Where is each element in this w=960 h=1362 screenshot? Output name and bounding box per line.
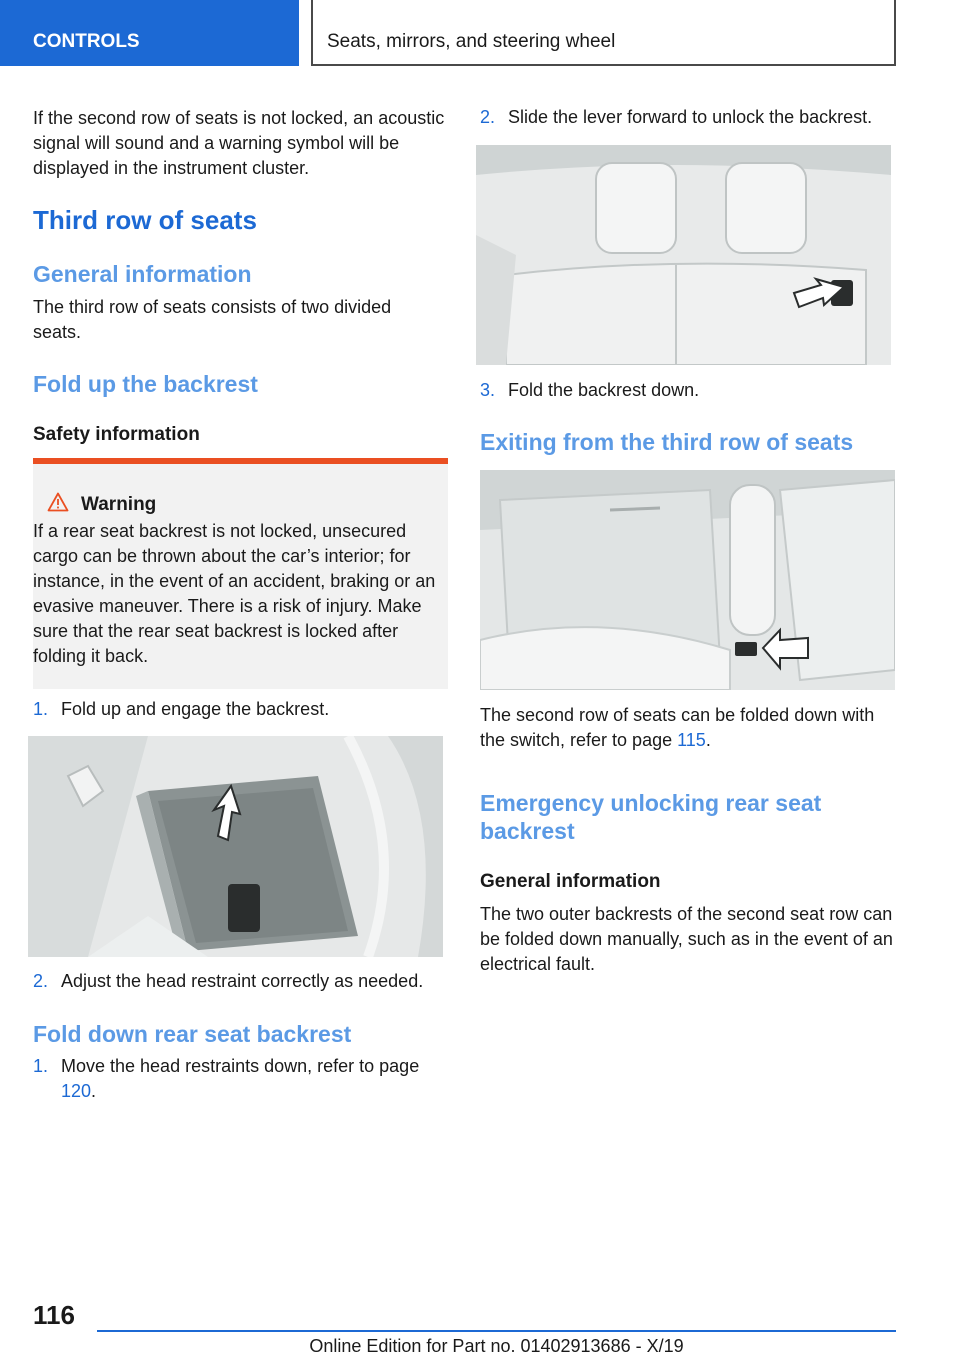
warning-text: If a rear seat backrest is not locked, unsecured cargo can be thrown about the car’s interior; for instance, in the event of an accident, braking or an evasive maneuver. There is a risk of injury. Make sure that the rear seat backrest is locked after folding it back. (33, 521, 436, 666)
step-text: Slide the lever forward to unlock the backrest. (508, 107, 873, 127)
warning-title: Warning (81, 494, 157, 515)
heading-general-information-2: General information (480, 871, 661, 892)
emergency-paragraph: The two outer backrests of the second seat row can be folded down manually, such as in the event of an electrical fault. (480, 904, 893, 974)
heading-third-row: Third row of seats (33, 205, 257, 235)
step-number: 2. (33, 971, 49, 991)
step-number: 3. (480, 380, 496, 400)
footer-edition: Online Edition for Part no. 01402913686 - X/19 (309, 1336, 684, 1356)
heading-safety-information: Safety information (33, 424, 200, 445)
unlock-lever-illustration (476, 145, 891, 365)
warning-triangle-icon (47, 492, 69, 512)
heading-general-information: General information (33, 261, 252, 287)
step-text: Adjust the head restraint correctly as needed. (61, 971, 424, 991)
warning-header (47, 492, 156, 516)
exit-paragraph: The second row of seats can be folded down with the switch, refer to page 115. (480, 705, 875, 750)
heading-fold-up: Fold up the backrest (33, 371, 258, 397)
heading-fold-down: Fold down rear seat backrest (33, 1021, 352, 1047)
footer-divider (97, 1330, 896, 1332)
step-text: Move the head restraints down, refer to page 120. (61, 1056, 420, 1101)
page-link-115[interactable]: 115 (677, 730, 706, 750)
chapter-title: Seats, mirrors, and steering wheel (311, 0, 896, 66)
step-number: 1. (33, 1056, 49, 1076)
intro-paragraph: If the second row of seats is not locked, an acoustic signal will sound and a warning symbol will be displayed in the instrument cluster. (33, 108, 445, 178)
step-number: 2. (480, 107, 496, 127)
list-item (33, 1054, 448, 1106)
heading-emergency-unlocking: Emergency unlocking rear seat backrest (480, 790, 822, 844)
page-link-120[interactable]: 120 (61, 1081, 92, 1101)
warning-box (33, 458, 448, 689)
page-number: 116 (33, 1300, 75, 1330)
step-number: 1. (33, 699, 49, 719)
general-paragraph: The third row of seats consists of two divided seats. (33, 297, 392, 342)
step-text: Fold the backrest down. (508, 380, 700, 400)
exiting-third-row-illustration (480, 470, 895, 690)
fold-up-backrest-illustration (28, 736, 443, 957)
section-tab: CONTROLS (0, 0, 299, 66)
heading-exiting: Exiting from the third row of seats (480, 429, 854, 455)
step-text: Fold up and engage the backrest. (61, 699, 330, 719)
